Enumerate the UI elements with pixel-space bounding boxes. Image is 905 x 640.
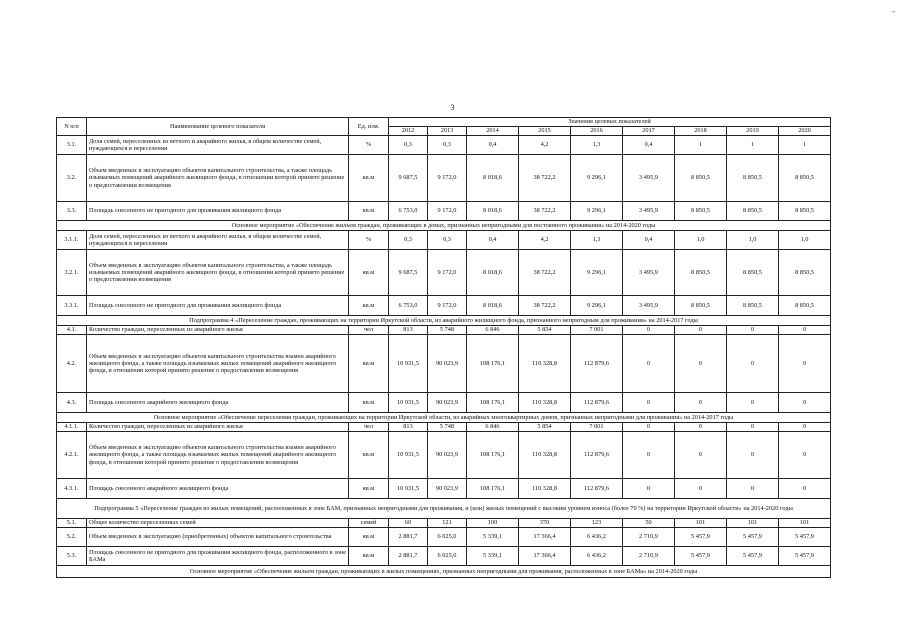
value-cell: 0,3 (389, 231, 428, 250)
row-number: 4.2.1. (57, 432, 87, 479)
value-cell: 0 (779, 393, 831, 413)
value-cell: 0 (623, 423, 675, 432)
value-cell: 0 (623, 393, 675, 413)
value-cell: 5 457,9 (675, 547, 727, 566)
value-cell: 0 (675, 326, 727, 335)
value-cell: 1,0 (779, 231, 831, 250)
value-cell: 9 172,0 (428, 155, 467, 202)
value-cell: 38 722,2 (519, 155, 571, 202)
value-cell: 0 (779, 479, 831, 499)
value-cell: 1 (727, 136, 779, 155)
header-year: 2014 (467, 127, 519, 136)
value-cell: 0,3 (428, 136, 467, 155)
value-cell: 8 850,5 (779, 296, 831, 316)
value-cell: 6 025,0 (428, 547, 467, 566)
value-cell: 5 339,1 (467, 547, 519, 566)
section-title: Основное мероприятие «Обеспечение жильем граждан, проживающих в жилых помещениях, признанных непригодными для проживания, расположенных в зоне БАМа» на 2014-2020 годы (57, 566, 831, 578)
unit-cell: % (349, 136, 389, 155)
value-cell: 112 879,6 (571, 432, 623, 479)
indicator-name: Объем введенных в эксплуатацию объектов капитального строительства взамен аварийного жилищного фонда, а также площадь изымаемых жилых помещений аварийного жилищного фонда, в отношении которой принято решение о предоставлении возмещения (87, 432, 349, 479)
value-cell: 7 001 (571, 326, 623, 335)
value-cell: 0 (727, 335, 779, 393)
value-cell: 0 (675, 432, 727, 479)
value-cell: 38 722,2 (519, 296, 571, 316)
value-cell: 9 296,1 (571, 202, 623, 221)
section-header-row (57, 499, 831, 519)
value-cell: 9 296,1 (571, 155, 623, 202)
unit-cell: кв.м (349, 528, 389, 547)
indicator-name: Площадь снесенного не пригодного для проживания жилищного фонда, расположенного в зоне БАМа (87, 547, 349, 566)
value-cell: 9 296,1 (571, 296, 623, 316)
value-cell: 1,3 (571, 136, 623, 155)
value-cell: 5 457,9 (675, 528, 727, 547)
value-cell: 0,3 (428, 231, 467, 250)
value-cell: 10 931,5 (389, 335, 428, 393)
header-row-top (57, 118, 831, 127)
row-number: 4.3.1. (57, 479, 87, 499)
value-cell: 5 457,9 (727, 547, 779, 566)
value-cell: 5 748 (428, 326, 467, 335)
corner-mark: - (892, 6, 895, 16)
value-cell: 2 881,7 (389, 547, 428, 566)
value-cell: 101 (779, 519, 831, 528)
table-row (57, 335, 831, 393)
value-cell: 17 366,4 (519, 547, 571, 566)
header-year: 2020 (779, 127, 831, 136)
row-number: 4.1. (57, 326, 87, 335)
value-cell: 0 (727, 479, 779, 499)
row-number: 4.2. (57, 335, 87, 393)
header-num: N п/п (57, 118, 87, 136)
unit-cell: кв.м (349, 432, 389, 479)
value-cell: 108 176,1 (467, 335, 519, 393)
table-row (57, 423, 831, 432)
value-cell: 0 (623, 326, 675, 335)
unit-cell: кв.м (349, 335, 389, 393)
header-year: 2019 (727, 127, 779, 136)
value-cell: 8 850,5 (727, 296, 779, 316)
value-cell: 6 753,0 (389, 202, 428, 221)
value-cell: 5 748 (428, 423, 467, 432)
value-cell: 0 (727, 423, 779, 432)
value-cell: 0 (675, 479, 727, 499)
value-cell: 0,4 (467, 231, 519, 250)
indicator-name: Площадь снесенного не пригодного для проживания жилищного фонда (87, 202, 349, 221)
value-cell: 5 457,9 (779, 547, 831, 566)
section-title: Основное мероприятие «Обеспечение жильем граждан, проживающих в домах, признанных непригодными для постоянного проживания» на 2014-2020 годы (57, 221, 831, 231)
indicator-name: Количество граждан, переселенных из аварийного жилья (87, 423, 349, 432)
header-unit: Ед. изм. (349, 118, 389, 136)
value-cell: 0 (727, 326, 779, 335)
value-cell: 17 366,4 (519, 528, 571, 547)
value-cell: 8 018,6 (467, 155, 519, 202)
table-row (57, 547, 831, 566)
value-cell: 2 710,9 (623, 528, 675, 547)
row-number: 3.3.1. (57, 296, 87, 316)
value-cell: 101 (675, 519, 727, 528)
table-row (57, 155, 831, 202)
table-row (57, 296, 831, 316)
value-cell: 110 328,8 (519, 479, 571, 499)
value-cell: 9 687,5 (389, 155, 428, 202)
value-cell: 3 495,9 (623, 202, 675, 221)
indicator-name: Доля семей, переселенных из ветхого и аварийного жилья, в общем количестве семей, нуждающихся в переселении (87, 136, 349, 155)
table-body (57, 136, 831, 578)
header-year: 2017 (623, 127, 675, 136)
row-number: 3.2.1. (57, 250, 87, 296)
value-cell: 8 850,5 (675, 296, 727, 316)
indicator-name: Объем введенных в эксплуатацию объектов капитального строительства взамен аварийного жилищного фонда, а также площадь изымаемых жилых помещений аварийного жилищного фонда, в отношении которой принято решение о предоставлении возмещения (87, 335, 349, 393)
value-cell: 4,2 (519, 136, 571, 155)
value-cell: 1,0 (675, 231, 727, 250)
table-row (57, 393, 831, 413)
value-cell: 60 (389, 519, 428, 528)
value-cell: 38 722,2 (519, 202, 571, 221)
value-cell: 0 (675, 335, 727, 393)
unit-cell: кв.м (349, 202, 389, 221)
row-number: 5.3. (57, 547, 87, 566)
value-cell: 5 854 (519, 326, 571, 335)
value-cell: 5 339,1 (467, 528, 519, 547)
unit-cell: кв.м (349, 393, 389, 413)
page-number: 3 (450, 103, 455, 112)
value-cell: 0 (623, 432, 675, 479)
value-cell: 8 850,5 (727, 250, 779, 296)
table-row (57, 250, 831, 296)
value-cell: 5 854 (519, 423, 571, 432)
value-cell: 10 931,5 (389, 432, 428, 479)
value-cell: 9 172,0 (428, 202, 467, 221)
value-cell: 370 (519, 519, 571, 528)
value-cell: 6 846 (467, 423, 519, 432)
value-cell: 9 172,0 (428, 250, 467, 296)
value-cell: 813 (389, 423, 428, 432)
value-cell: 9 687,5 (389, 250, 428, 296)
value-cell: 7 001 (571, 423, 623, 432)
value-cell: 6 436,2 (571, 528, 623, 547)
value-cell: 8 018,6 (467, 202, 519, 221)
value-cell: 2 710,9 (623, 547, 675, 566)
value-cell: 0 (727, 432, 779, 479)
value-cell: 110 328,8 (519, 432, 571, 479)
table-row (57, 432, 831, 479)
value-cell: 123 (571, 519, 623, 528)
table-row (57, 528, 831, 547)
value-cell: 0 (727, 393, 779, 413)
row-number: 3.3. (57, 202, 87, 221)
unit-cell: чел (349, 423, 389, 432)
indicator-name: Объем введенных в эксплуатацию объектов капитального строительства, а также площадь изымаемых помещений аварийного жилищного фонда, в отношении которой принято решение о предоставлении возмещения (87, 155, 349, 202)
value-cell: 0 (779, 335, 831, 393)
value-cell: 8 018,6 (467, 250, 519, 296)
value-cell: 108 176,1 (467, 432, 519, 479)
row-number: 4.3. (57, 393, 87, 413)
header-name: Наименование целевого показателя (87, 118, 349, 136)
table-row (57, 326, 831, 335)
value-cell: 8 850,5 (727, 155, 779, 202)
row-number: 3.1. (57, 136, 87, 155)
value-cell: 6 025,0 (428, 528, 467, 547)
value-cell: 112 879,6 (571, 335, 623, 393)
indicator-name: Доля семей, переселенных из ветхого и аварийного жилья, в общем количестве семей, нуждающихся в переселении (87, 231, 349, 250)
value-cell: 108 176,1 (467, 393, 519, 413)
section-header-row (57, 413, 831, 423)
value-cell: 121 (428, 519, 467, 528)
row-number: 3.1.1. (57, 231, 87, 250)
value-cell: 0,4 (623, 136, 675, 155)
header-year: 2015 (519, 127, 571, 136)
value-cell: 108 176,1 (467, 479, 519, 499)
value-cell: 0,4 (623, 231, 675, 250)
indicators-table (56, 117, 831, 578)
table-row (57, 231, 831, 250)
unit-cell: кв.м (349, 547, 389, 566)
value-cell: 3 495,9 (623, 155, 675, 202)
table-row (57, 479, 831, 499)
value-cell: 90 023,9 (428, 479, 467, 499)
value-cell: 8 850,5 (779, 155, 831, 202)
value-cell: 8 850,5 (675, 250, 727, 296)
unit-cell: кв.м (349, 296, 389, 316)
value-cell: 101 (727, 519, 779, 528)
indicator-name: Площадь снесенного не пригодного для проживания жилищного фонда (87, 296, 349, 316)
value-cell: 5 457,9 (727, 528, 779, 547)
section-title: Подпрограмма 5 «Переселение граждан из жилых помещений, расположенных в зоне БАМ, признанных непригодными для проживания, и (или) жилых помещений с высоким уровнем износа (более 70 %) на территории Иркутской области» на 2014-2020 годы (57, 499, 831, 519)
value-cell: 50 (623, 519, 675, 528)
value-cell: 2 881,7 (389, 528, 428, 547)
unit-cell: % (349, 231, 389, 250)
value-cell: 1 (779, 136, 831, 155)
value-cell: 100 (467, 519, 519, 528)
unit-cell: кв.м (349, 155, 389, 202)
value-cell: 8 850,5 (675, 202, 727, 221)
section-header-row (57, 316, 831, 326)
value-cell: 112 879,6 (571, 479, 623, 499)
indicator-name: Общее количество переселенных семей (87, 519, 349, 528)
value-cell: 0 (623, 335, 675, 393)
value-cell: 38 722,2 (519, 250, 571, 296)
row-number: 3.2. (57, 155, 87, 202)
row-number: 4.1.1. (57, 423, 87, 432)
value-cell: 6 753,0 (389, 296, 428, 316)
value-cell: 10 931,5 (389, 479, 428, 499)
indicator-name: Площадь снесенного аварийного жилищного фонда (87, 479, 349, 499)
value-cell: 9 172,0 (428, 296, 467, 316)
header-year: 2018 (675, 127, 727, 136)
indicator-name: Объем введенных в эксплуатацию объектов капитального строительства, а также площадь изымаемых помещений аварийного жилищного фонда, в отношении которой принято решение о предоставлении возмещения (87, 250, 349, 296)
unit-cell: чел (349, 326, 389, 335)
value-cell: 8 850,5 (779, 250, 831, 296)
table-row (57, 519, 831, 528)
value-cell: 5 457,9 (779, 528, 831, 547)
value-cell: 0 (779, 432, 831, 479)
value-cell: 6 436,2 (571, 547, 623, 566)
indicator-name: Количество граждан, переселенных из аварийного жилья (87, 326, 349, 335)
value-cell: 8 850,5 (675, 155, 727, 202)
header-year: 2012 (389, 127, 428, 136)
value-cell: 1,3 (571, 231, 623, 250)
section-header-row (57, 221, 831, 231)
value-cell: 1 (675, 136, 727, 155)
indicator-name: Объем введенных в эксплуатацию (приобретенных) объектов капитального строительства (87, 528, 349, 547)
value-cell: 0,3 (389, 136, 428, 155)
section-title: Основное мероприятие «Обеспечение переселения граждан, проживающих на территории Иркутской области, из аварийных многоквартирных домов, признанных непригодными для проживания» на 2014-2017 годы (57, 413, 831, 423)
value-cell: 110 328,8 (519, 393, 571, 413)
value-cell: 3 495,9 (623, 296, 675, 316)
header-values: Значения целевых показателей (389, 118, 831, 127)
table-row (57, 136, 831, 155)
row-number: 5.1. (57, 519, 87, 528)
section-title: Подпрограмма 4 «Переселение граждан, проживающих на территории Иркутской области, из аварийного жилищного фонда, признанного непригодным для проживания» на 2014-2017 годы (57, 316, 831, 326)
unit-cell: кв.м (349, 250, 389, 296)
value-cell: 8 018,6 (467, 296, 519, 316)
value-cell: 90 023,9 (428, 432, 467, 479)
value-cell: 0 (779, 326, 831, 335)
value-cell: 0 (779, 423, 831, 432)
value-cell: 90 023,9 (428, 335, 467, 393)
value-cell: 112 879,6 (571, 393, 623, 413)
value-cell: 0 (623, 479, 675, 499)
unit-cell: кв.м (349, 479, 389, 499)
header-year: 2016 (571, 127, 623, 136)
section-header-row (57, 566, 831, 578)
unit-cell: семей (349, 519, 389, 528)
value-cell: 90 023,9 (428, 393, 467, 413)
indicator-name: Площадь снесенного аварийного жилищного фонда (87, 393, 349, 413)
value-cell: 1,0 (727, 231, 779, 250)
value-cell: 8 850,5 (779, 202, 831, 221)
value-cell: 0 (675, 423, 727, 432)
header-year: 2013 (428, 127, 467, 136)
value-cell: 813 (389, 326, 428, 335)
value-cell: 0 (675, 393, 727, 413)
table-row (57, 202, 831, 221)
value-cell: 9 296,1 (571, 250, 623, 296)
value-cell: 3 495,9 (623, 250, 675, 296)
value-cell: 6 846 (467, 326, 519, 335)
value-cell: 8 850,5 (727, 202, 779, 221)
value-cell: 4,2 (519, 231, 571, 250)
value-cell: 0,4 (467, 136, 519, 155)
value-cell: 110 328,8 (519, 335, 571, 393)
row-number: 5.2. (57, 528, 87, 547)
value-cell: 10 931,5 (389, 393, 428, 413)
